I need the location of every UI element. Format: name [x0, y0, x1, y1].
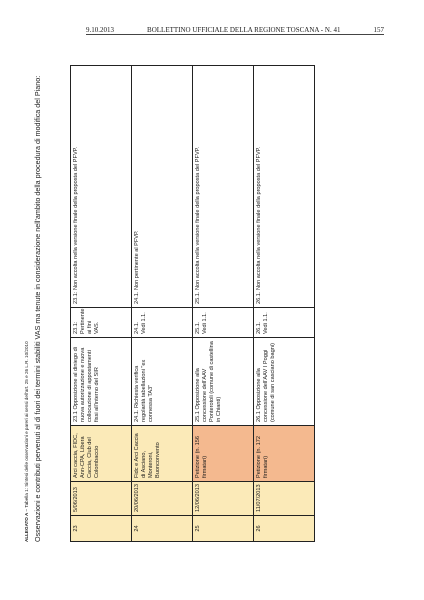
- table-row: [132, 66, 193, 542]
- row-observation: 23.1 Opposizione al diniego di nuova autorizzazione e nuova collocazione di appostamenti fissi all'interno del SIR: [71, 338, 132, 426]
- intro-paragraph: Osservazioni e contributi pervenuti al di fuori dei termini stabiliti VAS ma tenute in considerazione nell'ambito della procedura di modifica del Piano:: [33, 75, 42, 542]
- row-sender: Fidc e Arci Caccia di Asciano, Monteroni, Buonconvento: [132, 426, 193, 482]
- row-observation: 26.1 Opposizione alla concessione dell'AAV I Poggi (comune di san casciano bagni): [254, 338, 315, 426]
- row-date: 11/07/2013: [254, 482, 315, 516]
- table-row: [193, 66, 254, 542]
- row-date: 20/06/2013: [132, 482, 193, 516]
- row-date: 12/06/2013: [193, 482, 254, 516]
- table-row: [254, 66, 315, 542]
- row-observation: 24.1. Richiesta verifica regolarità tabellazioni "ex connessa TA3": [132, 338, 193, 426]
- rotated-table-block: [24, 66, 354, 542]
- row-number: 23: [71, 516, 132, 542]
- row-observation: 25.1 Opposizione alla concessione dell'AAV Ponterotoli (comune di castellina in Chianti): [193, 338, 254, 426]
- row-result: 26.1. Non accolta nella versione finale della proposta del PFVP.: [254, 66, 315, 308]
- header-date: 9.10.2013: [86, 26, 114, 34]
- caption-text: – Tabella 1: Sintesi delle osservazioni e pareri ai sensi dell'art. 25 e 26 L.R. 10/2010: [24, 341, 29, 513]
- row-result: 24.1. Non pertinente al PFVP.: [132, 66, 193, 308]
- page-header: [86, 20, 384, 35]
- row-result: 25.1. Non accolta nella versione finale della proposta del PFVP.: [193, 66, 254, 308]
- row-reference: 25.1. Vedi 1.1.: [193, 308, 254, 338]
- header-title: BOLLETTINO UFFICIALE DELLA REGIONE TOSCANA - N. 41: [147, 26, 341, 34]
- row-result: 23.1: Non accolta nella versione finale della proposta del PFVP.: [71, 66, 132, 308]
- observations-table: [70, 65, 315, 542]
- header-page-number: 157: [373, 26, 384, 34]
- row-reference: 24.1. Vedi 1.1.: [132, 308, 193, 338]
- table-row: [71, 66, 132, 542]
- row-sender: Petizione (n. 156 firmatari): [193, 426, 254, 482]
- row-date: 5/06/2013: [71, 482, 132, 516]
- row-number: 25: [193, 516, 254, 542]
- row-sender: Arci caccia, FIDC, Ann-CPA, Libera Caccia, Club del Colombaccio: [71, 426, 132, 482]
- row-reference: 26.1. Vedi 1.1.: [254, 308, 315, 338]
- row-sender: Petizione (n. 172 firmatari): [254, 426, 315, 482]
- row-number: 26: [254, 516, 315, 542]
- caption-bold: ALLEGATO A: [24, 512, 29, 542]
- row-reference: 23.1: Pertinente ai fini VAS.: [71, 308, 132, 338]
- row-number: 24: [132, 516, 193, 542]
- table-caption: [24, 66, 29, 542]
